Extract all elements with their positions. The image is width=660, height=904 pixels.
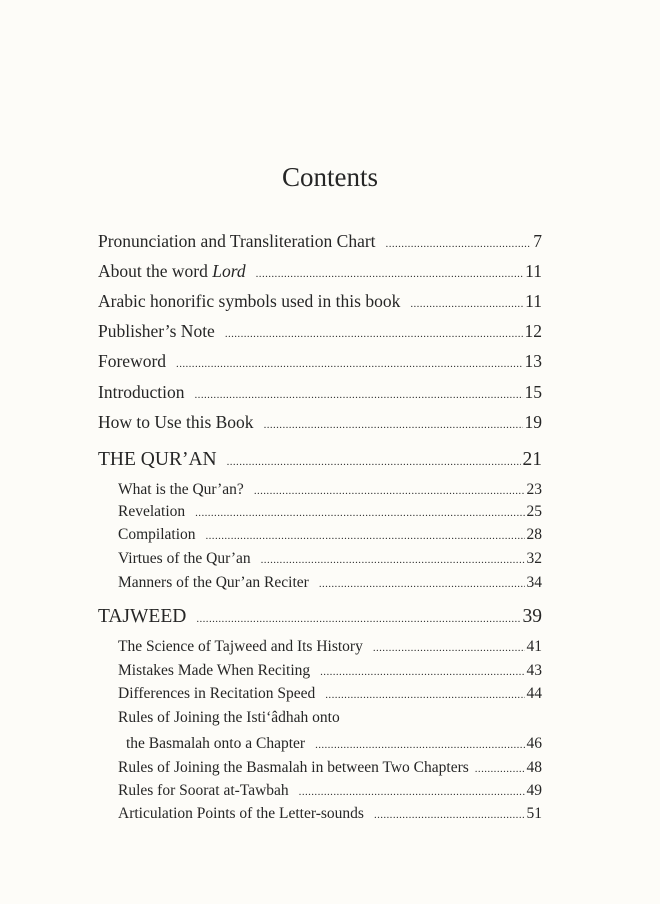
dot-leader — [261, 550, 525, 570]
entry-page-number: 49 — [526, 782, 542, 799]
dot-leader — [227, 451, 521, 473]
dot-leader — [410, 293, 523, 315]
toc-subentry[interactable] — [118, 684, 542, 705]
entry-label: The Science of Tajweed and Its History — [118, 638, 363, 655]
entry-page-number: 28 — [526, 526, 542, 543]
dot-leader — [320, 662, 524, 682]
toc-entry[interactable] — [98, 290, 542, 315]
toc-subentry[interactable] — [118, 525, 542, 546]
entry-page-number: 21 — [522, 449, 542, 470]
entry-label: Rules for Soorat at-Tawbah — [118, 782, 289, 799]
entry-label: What is the Qur’an? — [118, 481, 244, 498]
entry-page-number: 48 — [526, 759, 542, 776]
dot-leader — [475, 759, 525, 779]
entry-page-number: 39 — [522, 606, 542, 627]
toc-subentry[interactable] — [118, 480, 542, 501]
entry-label: Articulation Points of the Letter-sounds — [118, 805, 364, 822]
dot-leader — [319, 574, 525, 594]
entry-label-prefix: About the word — [98, 261, 213, 281]
dot-leader — [374, 805, 525, 825]
dot-leader — [315, 735, 524, 755]
dot-leader — [195, 384, 523, 406]
entry-label: Revelation — [118, 503, 186, 520]
entry-page-number: 13 — [524, 351, 542, 371]
entry-label: Rules of Joining the Basmalah in between Two Chapters — [118, 759, 469, 776]
toc-subentry[interactable] — [118, 661, 542, 682]
entry-label: Manners of the Qur’an Reciter — [118, 574, 309, 591]
toc-entry[interactable] — [98, 381, 542, 406]
entry-page-number: 11 — [525, 261, 542, 281]
entry-page-number: 15 — [524, 382, 542, 402]
toc-entry[interactable] — [98, 320, 542, 345]
entry-label: Virtues of the Qur’an — [118, 550, 251, 567]
toc-subentry[interactable] — [118, 804, 542, 825]
dot-leader — [225, 323, 523, 345]
dot-leader — [373, 638, 525, 658]
toc-section-heading[interactable] — [98, 449, 542, 473]
entry-label-italic: Lord — [212, 261, 246, 281]
toc-subentry[interactable] — [126, 734, 542, 755]
toc-subentry[interactable] — [118, 573, 542, 594]
toc-subentry[interactable] — [118, 502, 542, 523]
entry-page-number: 34 — [526, 574, 542, 591]
entry-page-number: 43 — [526, 662, 542, 679]
entry-label: Foreword — [98, 351, 167, 371]
entry-label — [98, 260, 246, 282]
entry-label-line2: the Basmalah onto a Chapter — [126, 735, 306, 752]
toc-subentry[interactable] — [118, 637, 542, 658]
entry-label: Pronunciation and Transliteration Chart — [98, 231, 376, 251]
entry-page-number: 23 — [526, 481, 542, 498]
dot-leader — [299, 782, 525, 802]
entry-page-number: 25 — [526, 503, 542, 520]
entry-page-number: 41 — [526, 638, 542, 655]
toc-section-heading[interactable] — [98, 606, 542, 630]
toc-subentry[interactable] — [118, 758, 542, 779]
page-title: Contents — [281, 162, 378, 192]
dot-leader — [196, 608, 520, 630]
toc-entry[interactable] — [98, 230, 542, 255]
dot-leader — [195, 503, 524, 523]
section-title: TAJWEED — [98, 606, 187, 627]
entry-page-number: 12 — [524, 321, 542, 341]
entry-page-number: 19 — [524, 412, 542, 432]
entry-label: Differences in Recitation Speed — [118, 685, 316, 702]
entry-label: Publisher’s Note — [98, 321, 215, 341]
section-title: THE QUR’AN — [98, 449, 217, 470]
toc-subentry[interactable] — [118, 781, 542, 802]
dot-leader — [325, 685, 524, 705]
dot-leader — [386, 233, 532, 255]
entry-page-number: 7 — [533, 231, 542, 251]
dot-leader — [264, 414, 523, 436]
entry-label-line1[interactable]: Rules of Joining the Isti‘âdhah onto — [118, 709, 340, 726]
toc-entry[interactable] — [98, 260, 542, 285]
entry-label: Introduction — [98, 382, 185, 402]
entry-label: How to Use this Book — [98, 412, 254, 432]
dot-leader — [256, 263, 524, 285]
dot-leader — [176, 353, 522, 375]
toc-entry[interactable] — [98, 350, 542, 375]
toc-subentry[interactable] — [118, 549, 542, 570]
dot-leader — [206, 526, 525, 546]
entry-page-number: 51 — [526, 805, 542, 822]
entry-label: Compilation — [118, 526, 196, 543]
toc-entry[interactable] — [98, 411, 542, 436]
entry-page-number: 44 — [526, 685, 542, 702]
entry-label: Arabic honorific symbols used in this book — [98, 291, 401, 311]
entry-page-number: 46 — [526, 735, 542, 752]
dot-leader — [254, 481, 525, 501]
entry-label: Mistakes Made When Reciting — [118, 662, 311, 679]
entry-page-number: 32 — [526, 550, 542, 567]
entry-page-number: 11 — [525, 291, 542, 311]
